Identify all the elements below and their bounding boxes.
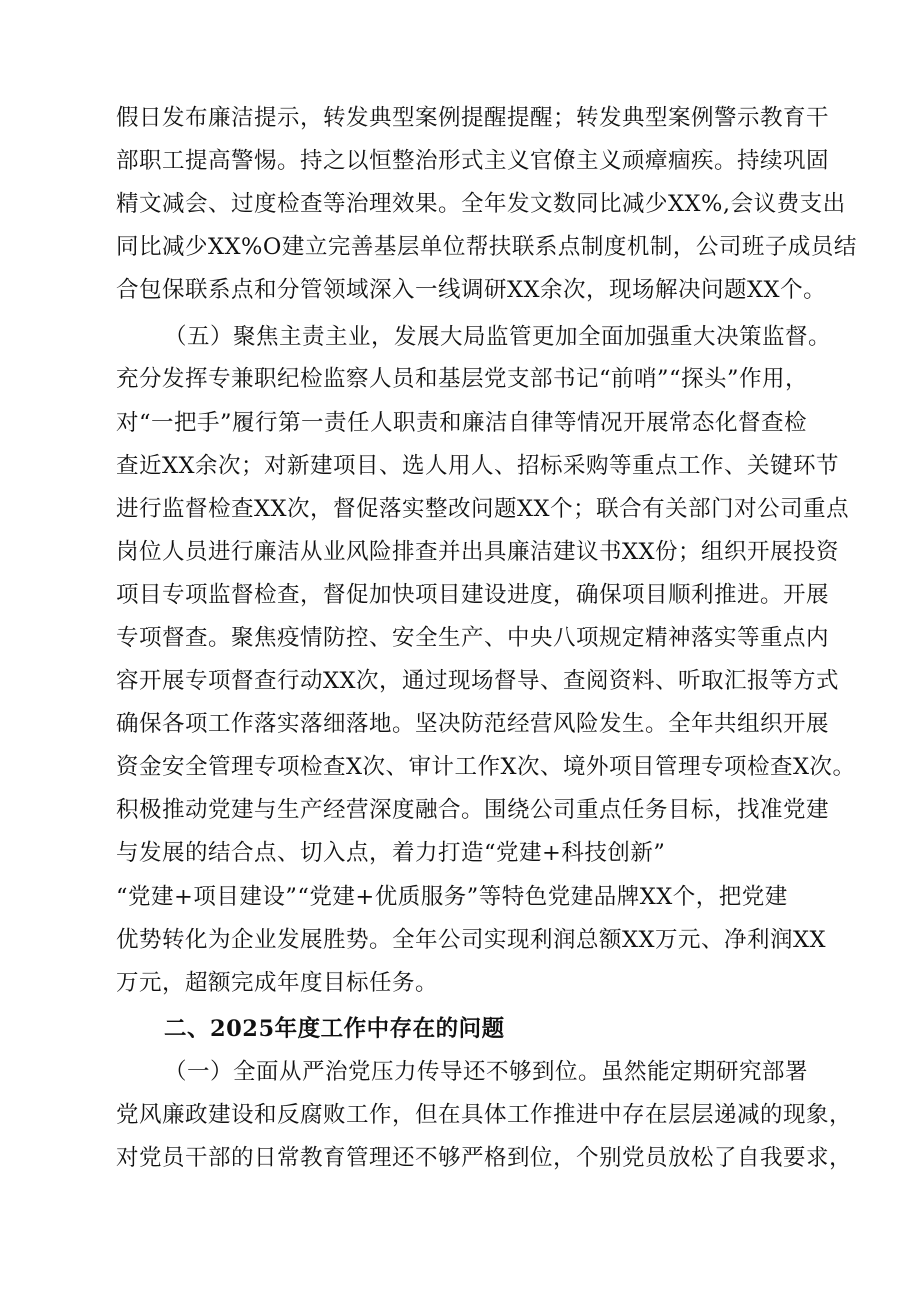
paragraph-line: 假日发布廉洁提示，转发典型案例提醒提醒；转发典型案例警示教育干 (116, 105, 830, 131)
paragraph-line: 合包保联系点和分管领域深入一线调研XX余次，现场解决问题XX个。 (116, 277, 827, 303)
paragraph-line: 项目专项监督检查，督促加快项目建设进度，确保项目顺利推进。开展 (116, 582, 830, 608)
paragraph-line: 查近XX余次；对新建项目、选人用人、招标采购等重点工作、关键环节 (116, 453, 840, 479)
paragraph-line: 万元，超额完成年度目标任务。 (116, 970, 439, 996)
paragraph-line: 优势转化为企业发展胜势。全年公司实现利润总额XX万元、净利润XX (116, 927, 827, 953)
paragraph-line: 精文减会、过度检查等治理效果。全年发文数同比减少XX%,会议费支出 (116, 191, 846, 217)
paragraph-line: 确保各项工作落实落细落地。坚决防范经营风险发生。全年共组织开展 (116, 711, 830, 737)
paragraph-line: 党风廉政建设和反腐败工作，但在具体工作推进中存在层层递减的现象， (116, 1102, 853, 1128)
paragraph-line: 积极推动党建与生产经营深度融合。围绕公司重点任务目标，找准党建 (116, 797, 830, 823)
paragraph-line: 部职工提高警惕。持之以恒整治形式主义官僚主义顽瘴痼疾。持续巩固 (116, 148, 830, 174)
paragraph-line: “党建+项目建设”“党建+优质服务”等特色党建品牌XX个，把党建 (116, 884, 788, 910)
paragraph-line: 与发展的结合点、切入点，着力打造“党建+科技创新” (116, 840, 666, 866)
paragraph-line: 同比减少XX%O建立完善基层单位帮扶联系点制度机制，公司班子成员结 (116, 234, 857, 260)
section-five-lead-line: （五）聚焦主责主业，发展大局监管更加全面加强重大决策监督。 (164, 324, 832, 350)
paragraph-line: 对“一把手”履行第一责任人职责和廉洁自律等情况开展常态化督查检 (116, 410, 808, 436)
paragraph-line: 岗位人员进行廉洁从业风险排查并出具廉洁建议书XX份；组织开展投资 (116, 539, 840, 565)
section-two-first-line: （一）全面从严治党压力传导还不够到位。虽然能定期研究部署 (164, 1059, 809, 1085)
paragraph-line: 对党员干部的日常教育管理还不够严格到位，个别党员放松了自我要求， (116, 1145, 853, 1171)
section-two-heading: 二、2025年度工作中存在的问题 (164, 1016, 505, 1042)
paragraph-line: 资金安全管理专项检查X次、审计工作X次、境外项目管理专项检查X次。 (116, 754, 856, 780)
paragraph-line: 专项督查。聚焦疫情防控、安全生产、中央八项规定精神落实等重点内 (116, 625, 830, 651)
paragraph-line: 进行监督检查XX次，督促落实整改问题XX个；联合有关部门对公司重点 (116, 496, 850, 522)
paragraph-line: 充分发挥专兼职纪检监察人员和基层党支部书记“前哨”“探头”作用， (116, 366, 809, 392)
paragraph-line: 容开展专项督查行动XX次，通过现场督导、查阅资料、听取汇报等方式 (116, 668, 840, 694)
